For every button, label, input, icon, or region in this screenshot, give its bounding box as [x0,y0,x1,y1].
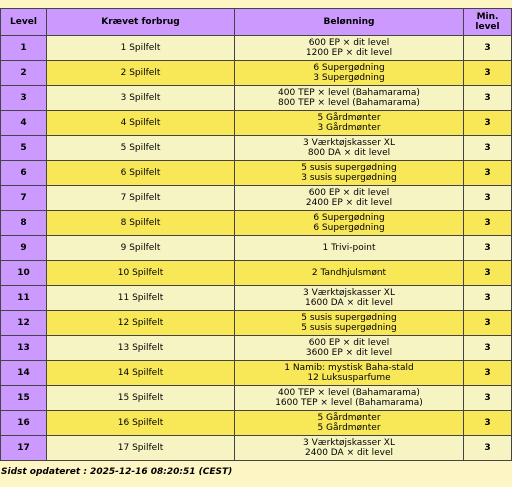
cell-required: 9 Spilfelt [47,236,235,261]
cell-level: 14 [1,361,47,386]
cell-min-level: 3 [464,386,512,411]
reward-line: 3600 EP × dit level [305,348,393,358]
cell-reward [235,361,464,386]
cell-min-level: 3 [464,286,512,311]
cell-level: 6 [1,161,47,186]
reward-line: 1 Trivi-point [322,243,376,253]
cell-min-level: 3 [464,336,512,361]
cell-min-level: 3 [464,411,512,436]
header-reward: Belønning [235,9,464,36]
cell-required: 1 Spilfelt [47,36,235,61]
cell-reward [235,111,464,136]
header-level: Level [1,9,47,36]
cell-reward [235,336,464,361]
table-row [1,161,512,186]
cell-reward [235,311,464,336]
cell-min-level: 3 [464,311,512,336]
reward-line: 2400 EP × dit level [305,198,393,208]
cell-reward [235,161,464,186]
cell-required: 4 Spilfelt [47,111,235,136]
cell-reward [235,61,464,86]
cell-min-level: 3 [464,211,512,236]
table-row [1,211,512,236]
cell-level: 5 [1,136,47,161]
cell-required: 2 Spilfelt [47,61,235,86]
table-row [1,311,512,336]
cell-reward [235,261,464,286]
cell-min-level: 3 [464,61,512,86]
reward-line: 5 Gårdmønter [317,423,381,433]
reward-line: 5 susis supergødning [301,323,397,333]
header-min-level: Min. level [464,9,512,36]
cell-reward [235,386,464,411]
reward-line: 800 TEP × level (Bahamarama) [278,98,420,108]
cell-min-level: 3 [464,436,512,461]
reward-line: 3 susis supergødning [301,173,397,183]
table-row [1,286,512,311]
reward-line: 5 Gårdmønter [317,413,381,423]
cell-reward [235,236,464,261]
cell-min-level: 3 [464,86,512,111]
cell-level: 16 [1,411,47,436]
cell-min-level: 3 [464,236,512,261]
level-rewards-table [0,8,512,461]
cell-level: 2 [1,61,47,86]
cell-reward [235,186,464,211]
cell-required: 16 Spilfelt [47,411,235,436]
table-row [1,386,512,411]
table-row [1,136,512,161]
reward-line: 1 Namib: mystisk Baha-stald [284,363,414,373]
cell-reward [235,136,464,161]
reward-line: 800 DA × dit level [307,148,391,158]
cell-required: 5 Spilfelt [47,136,235,161]
cell-min-level: 3 [464,186,512,211]
table-row [1,111,512,136]
reward-line: 3 Gårdmønter [317,123,381,133]
reward-line: 12 Luksusparfume [307,373,391,383]
table-row [1,36,512,61]
table-row [1,61,512,86]
reward-line: 3 Værktøjskasser XL [303,138,395,148]
reward-line: 1600 TEP × level (Bahamarama) [275,398,423,408]
table-row [1,436,512,461]
cell-required: 17 Spilfelt [47,436,235,461]
cell-level: 1 [1,36,47,61]
cell-level: 7 [1,186,47,211]
cell-min-level: 3 [464,111,512,136]
reward-line: 400 TEP × level (Bahamarama) [278,388,420,398]
reward-line: 6 Supergødning [313,223,385,233]
reward-line: 400 TEP × level (Bahamarama) [278,88,420,98]
cell-required: 14 Spilfelt [47,361,235,386]
reward-line: 5 susis supergødning [301,313,397,323]
reward-line: 2 Tandhjulsmønt [311,268,387,278]
cell-min-level: 3 [464,161,512,186]
cell-required: 12 Spilfelt [47,311,235,336]
cell-reward [235,86,464,111]
cell-required: 10 Spilfelt [47,261,235,286]
cell-level: 9 [1,236,47,261]
cell-level: 17 [1,436,47,461]
cell-required: 11 Spilfelt [47,286,235,311]
reward-line: 3 Værktøjskasser XL [303,288,395,298]
cell-required: 6 Spilfelt [47,161,235,186]
cell-reward [235,36,464,61]
cell-min-level: 3 [464,136,512,161]
reward-line: 1600 DA × dit level [305,298,393,308]
cell-min-level: 3 [464,261,512,286]
reward-line: 1200 EP × dit level [305,48,393,58]
reward-line: 600 EP × dit level [308,38,390,48]
cell-level: 13 [1,336,47,361]
table-row [1,236,512,261]
cell-required: 7 Spilfelt [47,186,235,211]
cell-reward [235,211,464,236]
cell-min-level: 3 [464,361,512,386]
cell-level: 4 [1,111,47,136]
last-updated-footer: Sidst opdateret : 2025-12-16 08:20:51 (CEST) [1,467,233,477]
table-header-row [1,9,512,36]
cell-level: 8 [1,211,47,236]
reward-line: 5 susis supergødning [301,163,397,173]
table-row [1,86,512,111]
reward-line: 6 Supergødning [313,63,385,73]
cell-level: 12 [1,311,47,336]
cell-level: 15 [1,386,47,411]
reward-line: 2400 DA × dit level [305,448,393,458]
reward-line: 3 Supergødning [313,73,385,83]
table-body [1,36,512,461]
reward-line: 600 EP × dit level [308,338,390,348]
cell-required: 8 Spilfelt [47,211,235,236]
reward-line: 600 EP × dit level [308,188,390,198]
cell-reward [235,436,464,461]
table-row [1,261,512,286]
reward-line: 3 Værktøjskasser XL [303,438,395,448]
table-row [1,411,512,436]
cell-required: 3 Spilfelt [47,86,235,111]
table-row [1,336,512,361]
header-required: Krævet forbrug [47,9,235,36]
cell-required: 13 Spilfelt [47,336,235,361]
cell-level: 3 [1,86,47,111]
cell-reward [235,286,464,311]
table-row [1,186,512,211]
reward-line: 5 Gårdmønter [317,113,381,123]
reward-line: 6 Supergødning [313,213,385,223]
cell-level: 11 [1,286,47,311]
table-row [1,361,512,386]
cell-required: 15 Spilfelt [47,386,235,411]
cell-level: 10 [1,261,47,286]
cell-reward [235,411,464,436]
cell-min-level: 3 [464,36,512,61]
